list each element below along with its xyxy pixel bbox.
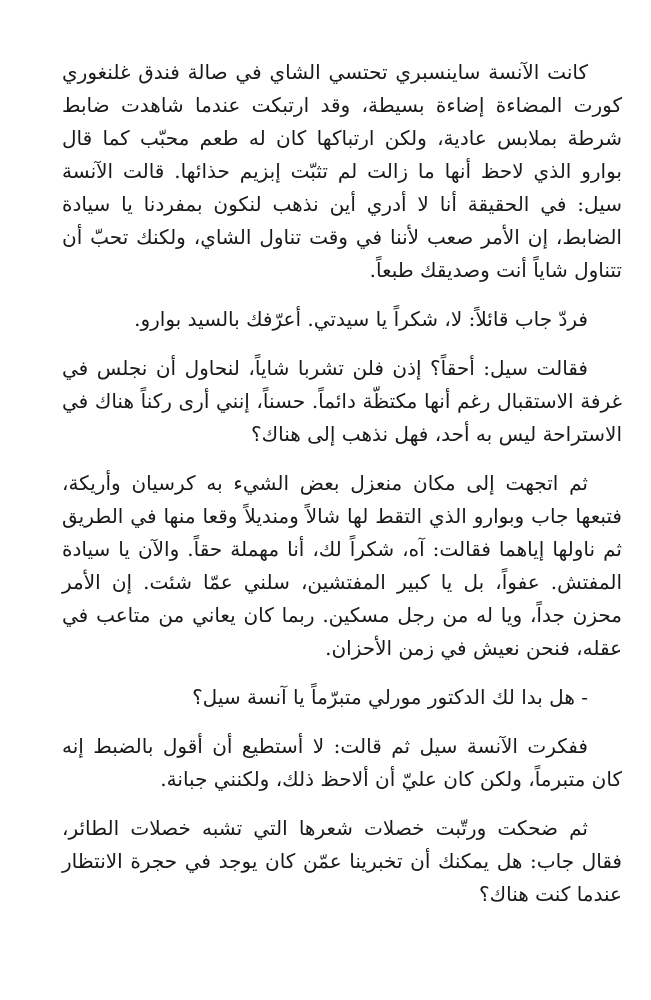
- paragraph-4: ثم اتجهت إلى مكان منعزل بعض الشيء به كرسيان وأريكة، فتبعها جاب وبوارو الذي التقط لها شالاً ومنديلاً وقعا منها في الطريق ثم ناولها إياهما فقالت: آه، شكراً لك، أنا مهملة حقاً. والآن يا سيادة المفتش. عفواً، بل يا كبير المفتشين، سلني عمّا شئت. إن الأمر محزن جداً، ويا له من رجل مسكين. ربما كان يعاني من متاعب في عقله، فنحن نعيش في زمن الأحزان.: [62, 471, 622, 660]
- paragraph-1: كانت الآنسة ساينسبري تحتسي الشاي في صالة فندق غلنغوري كورت المضاءة إضاءة بسيطة، وقد ارتبكت عندما شاهدت ضابط شرطة بملابس عادية، ولكن ارتباكها كان له طعم محبّب كما قال بوارو الذي لاحظ أنها ما زالت لم تثبّت إبزيم حذائها. قالت الآنسة سيل: في الحقيقة أنا لا أدري أين نذهب لنكون بمفردنا يا سيادة الضابط، إن الأمر صعب لأننا في وقت تناول الشاي، ولكنك تحبّ أن تتناول شاياً أنت وصديقك طبعاً.: [62, 60, 622, 282]
- paragraph-2: فردّ جاب قائلاً: لا، شكراً يا سيدتي. أعرّفك بالسيد بوارو.: [134, 307, 588, 331]
- paragraph-7: ثم ضحكت ورتّبت خصلات شعرها التي تشبه خصلات الطائر، فقال جاب: هل يمكنك أن تخبرينا عمّن كان يوجد في حجرة الانتظار عندما كنت هناك؟: [62, 816, 622, 906]
- paragraph-5-dialogue: - هل بدا لك الدكتور مورلي متبرّماً يا آنسة سيل؟: [192, 685, 588, 709]
- book-page: [62, 56, 622, 911]
- paragraph-6: ففكرت الآنسة سيل ثم قالت: لا أستطيع أن أقول بالضبط إنه كان متبرماً، ولكن كان عليّ أن ألاحظ ذلك، ولكنني جبانة.: [62, 734, 622, 791]
- paragraph-3: فقالت سيل: أحقاً؟ إذن فلن تشربا شاياً، لنحاول أن نجلس في غرفة الاستقبال رغم أنها مكتظّة دائماً. حسناً، إنني أرى ركناً هناك في الاستراحة ليس به أحد، فهل نذهب إلى هناك؟: [62, 356, 622, 446]
